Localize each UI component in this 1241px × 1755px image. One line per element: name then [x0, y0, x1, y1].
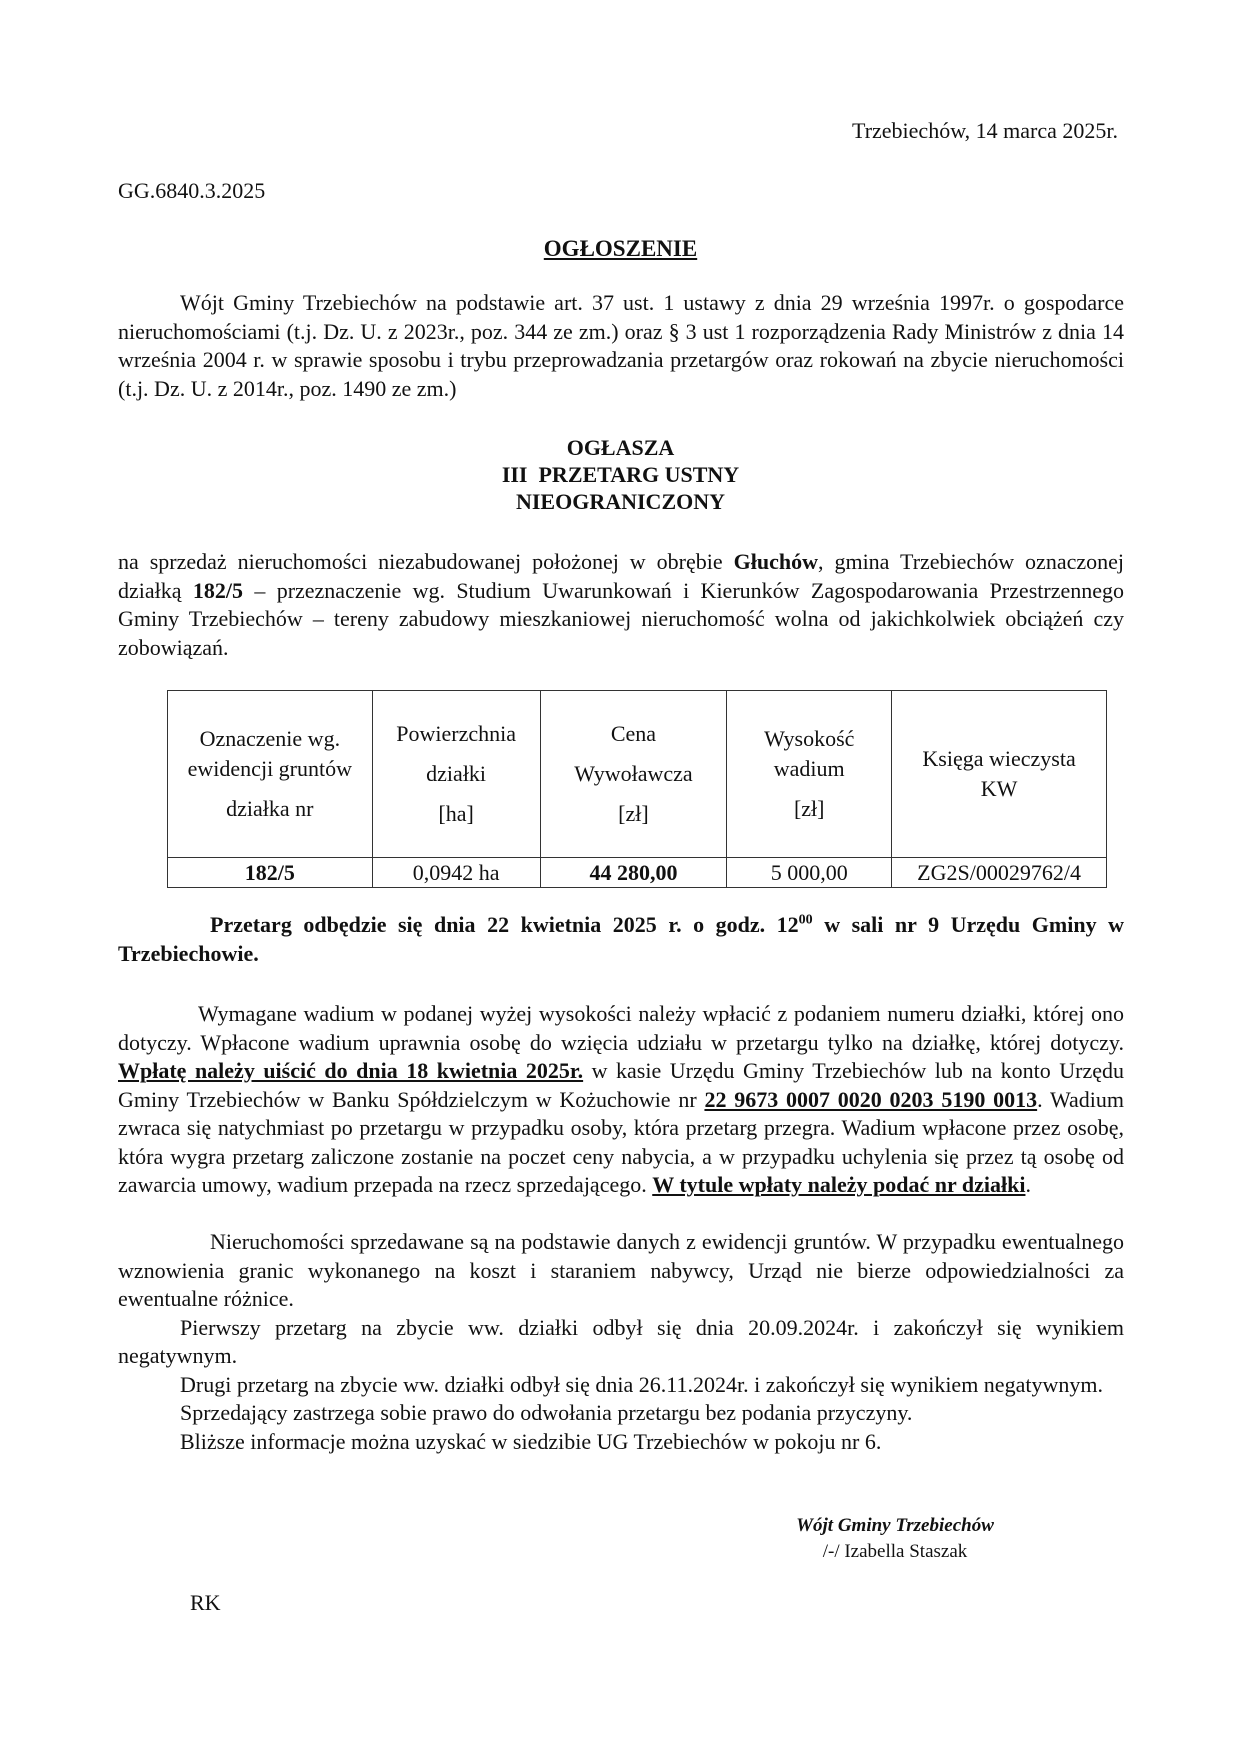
signature-block — [780, 1513, 1010, 1565]
subject-text-1: na sprzedaż nieruchomości niezabudowanej położonej w obrębie — [118, 549, 734, 574]
closing-paragraphs — [118, 1228, 1124, 1456]
announcement-line-1: OGŁASZA — [566, 435, 675, 460]
second-auction-paragraph: Drugi przetarg na zbycie ww. działki odbył się dnia 26.11.2024r. i zakończył się wynikiem negatywnym. — [180, 1371, 1103, 1397]
header-area: Powierzchnia działki [ha] — [372, 691, 540, 858]
subject-paragraph — [118, 548, 1124, 662]
cell-land-register: ZG2S/00029762/4 — [892, 858, 1107, 888]
reservation-paragraph: Sprzedający zastrzega sobie prawo do odwołania przetargu bez podania przyczyny. — [180, 1400, 913, 1425]
deposit-text-3: . Wadium zwraca się natychmiast po przetargu w przypadku osoby, która przetarg przegra. Wadium wpłacone przez osobę, która wygra przetarg zaliczone zostanie na poczet ceny nabycia, a w przypadku uchylenia się przez tą osobę od zawarcia umowy, wadium przepada na rzecz sprzedającego. — [118, 1086, 1124, 1197]
cell-area: 0,0942 ha — [372, 858, 540, 888]
cell-price: 44 280,00 — [540, 858, 727, 888]
signature-role: Wójt Gminy Trzebiechów — [796, 1515, 994, 1536]
plot-table — [167, 690, 1107, 888]
intro-paragraph: Wójt Gminy Trzebiechów na podstawie art. 37 ust. 1 ustawy z dnia 29 września 1997r. o gospodarce nieruchomościami (t.j. Dz. U. z 2023r., poz. 344 ze zm.) oraz § 3 ust 1 rozporządzenia Rady Ministrów z dnia 14 września 2004 r. w sprawie sposobu i trybu przeprowadzania przetargów oraz rokowań na zbycie nieruchomości (t.j. Dz. U. z 2014r., poz. 1490 ze zm.) — [118, 290, 1124, 401]
deposit-deadline: Wpłatę należy uiścić do dnia 18 kwietnia 2025r. — [118, 1058, 584, 1083]
header-designation: Oznaczenie wg. ewidencji gruntów działka nr — [168, 691, 373, 858]
deposit-text-4: . — [1025, 1172, 1031, 1197]
header-deposit: Wysokość wadium [zł] — [727, 691, 892, 858]
author-initials: RK — [190, 1590, 221, 1615]
signature-name: /-/ Izabella Staszak — [822, 1541, 968, 1562]
auction-date-paragraph — [118, 911, 1124, 968]
deposit-paragraph — [118, 1000, 1124, 1200]
subject-text-2: , gmina Trzebiechów oznaczonej działką — [118, 549, 1124, 603]
auction-text-1: Przetarg odbędzie się dnia 22 kwietnia 2025 r. o godz. 12 — [210, 912, 799, 937]
announcement-line-3: NIEOGRANICZONY — [515, 489, 726, 514]
subject-text-3: – przeznaczenie wg. Studium Uwarunkowań i Kierunków Zagospodarowania Przestrzennego Gminy Trzebiechów – tereny zabudowy mieszkaniowej nieruchomość wolna od jakichkolwiek obciążeń czy zobowiązań. — [118, 577, 1124, 660]
village-name: Głuchów — [733, 549, 818, 574]
announcement-line-2: III PRZETARG USTNY — [501, 462, 740, 487]
document-date: Trzebiechów, 14 marca 2025r. — [852, 118, 1118, 143]
first-auction-paragraph: Pierwszy przetarg na zbycie ww. działki odbył się dnia 20.09.2024r. i zakończył się wynikiem negatywnym. — [118, 1314, 1124, 1368]
auction-text-2: w sali nr 9 Urzędu Gminy w Trzebiechowie. — [118, 912, 1124, 966]
info-paragraph: Bliższe informacje można uzyskać w siedzibie UG Trzebiechów w pokoju nr 6. — [180, 1428, 882, 1454]
table-header-row — [168, 691, 1107, 858]
plot-number: 182/5 — [192, 577, 243, 603]
cell-deposit: 5 000,00 — [727, 858, 892, 888]
cell-plot: 182/5 — [168, 858, 373, 888]
auction-time-minutes: 00 — [798, 912, 813, 928]
registry-paragraph: Nieruchomości sprzedawane są na podstawie danych z ewidencji gruntów. W przypadku ewentualnego wznowienia granic wykonanego na koszt i staraniem nabywcy, Urząd nie bierze odpowiedzialności za ewentualne różnice. — [118, 1229, 1124, 1311]
deposit-text-2: w kasie Urzędu Gminy Trzebiechów lub na konto Urzędu Gminy Trzebiechów w Banku Spółdzielczym w Kożuchowie nr — [118, 1058, 1124, 1112]
document-title: OGŁOSZENIE — [543, 236, 698, 261]
header-land-register: Księga wieczysta KW — [892, 691, 1107, 858]
reference-number: GG.6840.3.2025 — [118, 178, 266, 203]
table-row — [168, 858, 1107, 888]
deposit-text-1: Wymagane wadium w podanej wyżej wysokości należy wpłacić z podaniem numeru działki, której ono dotyczy. Wpłacone wadium uprawnia osobę do wzięcia udziału w przetargu tylko na działkę, której dotyczy. — [118, 1001, 1124, 1055]
bank-account-number: 22 9673 0007 0020 0203 5190 0013 — [704, 1086, 1038, 1112]
payment-title-note: W tytule wpłaty należy podać nr działki — [652, 1172, 1026, 1197]
announcement-heading — [0, 434, 1241, 515]
header-price: Cena Wywoławcza [zł] — [540, 691, 727, 858]
